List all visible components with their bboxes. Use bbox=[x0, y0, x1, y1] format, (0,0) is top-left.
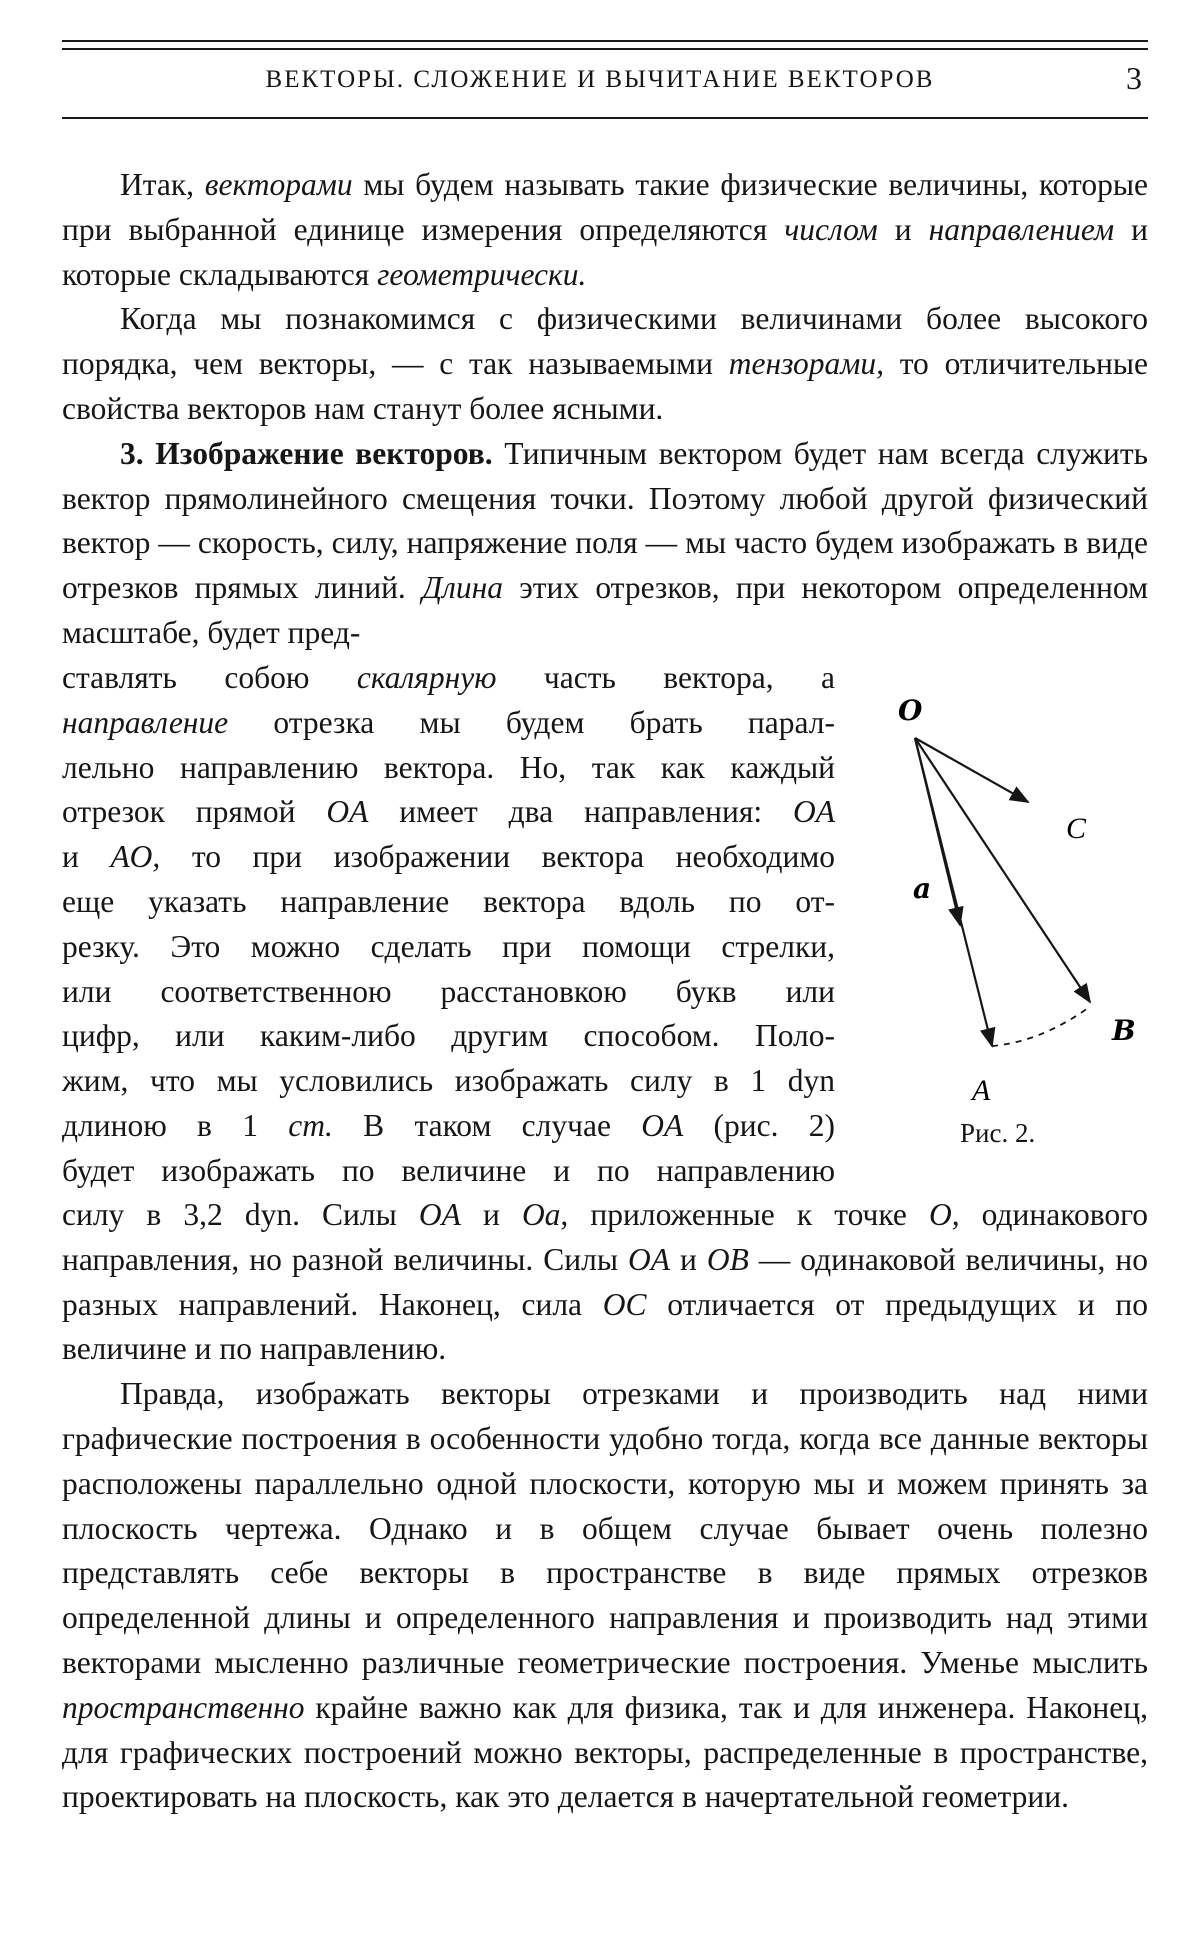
dashed-ab bbox=[992, 1008, 1088, 1046]
text-line: еще указать направление вектора вдоль по от- bbox=[62, 883, 835, 919]
figure-caption: Рис. 2. bbox=[960, 1118, 1036, 1148]
text-line: цифр, или каким-либо другим способом. Поло- bbox=[62, 1018, 835, 1054]
label-a-small: a bbox=[913, 872, 932, 905]
label-b: B bbox=[1112, 1014, 1136, 1047]
header-rule-top-thin bbox=[62, 48, 1148, 50]
text-line: отрезок прямой OA имеет два направления: OA bbox=[62, 794, 835, 830]
vector-figure bbox=[880, 690, 1160, 1160]
running-head: ВЕКТОРЫ. СЛОЖЕНИЕ И ВЫЧИТАНИЕ ВЕКТОРОВ bbox=[265, 66, 935, 93]
header-rule-bottom bbox=[62, 117, 1148, 119]
paragraph-section-3: 3. Изображение векторов. Типичным вектором будет нам всегда служить вектор прямолинейного смещения точки. Поэтому любой другой физический вектор — скорость, силу, напряжение поля — мы часто будем изображать в виде отрезков прямых линий. Длина этих отрезков, при некотором определенном масштабе, будет пред- bbox=[62, 435, 1148, 650]
text-top bbox=[62, 163, 1148, 656]
text-line: резку. Это можно сделать при помощи стрелки, bbox=[62, 928, 835, 964]
text-line: и AO, то при изображении вектора необходимо bbox=[62, 839, 836, 875]
vector-ob bbox=[915, 738, 1090, 1002]
page-number: 3 bbox=[1126, 60, 1142, 96]
label-a: A bbox=[972, 1074, 991, 1107]
paragraph-vectors-definition: Итак, векторами мы будем называть такие физические величины, которые при выбранной единице измерения определяются числом и направлением и которые складываются геометрически. bbox=[62, 167, 1149, 292]
text-line: ставлять собою скалярную часть вектора, а bbox=[62, 660, 835, 695]
vector-oc bbox=[915, 738, 1028, 802]
text-line: или соответственною расстановкою букв или bbox=[62, 973, 835, 1009]
section-heading: 3. Изображение векторов. bbox=[120, 435, 493, 471]
header-rule-top bbox=[62, 40, 1148, 42]
label-c: C bbox=[1066, 812, 1087, 845]
label-o: O bbox=[898, 694, 923, 727]
text-line: жим, что мы условились изображать силу в 1 dyn bbox=[62, 1063, 835, 1099]
paragraph-forces: силу в 3,2 dyn. Силы OA и Oa, приложенные к точке O, одинакового направления, но разной величины. Силы OA и OB — одинаковой величины, но разных направлений. Наконец, сила OC отличается от предыдущих и по величине и по направлению. bbox=[62, 1197, 1149, 1367]
text-line: длиною в 1 cm. В таком случае OA (рис. 2) bbox=[62, 1107, 835, 1143]
text-line: лельно направлению вектора. Но, так как каждый bbox=[62, 749, 835, 785]
paragraph-tensors: Когда мы познакомимся с физическими величинами более высокого порядка, чем векторы, — с так называемыми тензорами, то отличительные свойства векторов нам станут более ясными. bbox=[62, 301, 1148, 426]
paragraph-graphical: Правда, изображать векторы отрезками и производить над ними графические построения в особенности удобно тогда, когда все данные векторы расположены параллельно одной плоскости, которую мы и можем принять за плоскость чертежа. Однако и в общем случае бывает очень полезно представлять себе векторы в пространстве в виде прямых отрезков определенной длины и определенного направления и производить над этими векторами мысленно различные геометрические построения. Уменье мыслить пространственно крайне важно как для физика, так и для инженера. Наконец, для графических построений можно векторы, распределенные в пространстве, проектировать на плоскость, как это делается в начертательной геометрии. bbox=[62, 1376, 1148, 1815]
text-line: будет изображать по величине и по направлению bbox=[62, 1152, 835, 1188]
text-beside-figure bbox=[62, 656, 835, 1194]
text-line: направление отрезка мы будем брать парал- bbox=[62, 704, 835, 740]
text-bottom bbox=[62, 1193, 1148, 1820]
